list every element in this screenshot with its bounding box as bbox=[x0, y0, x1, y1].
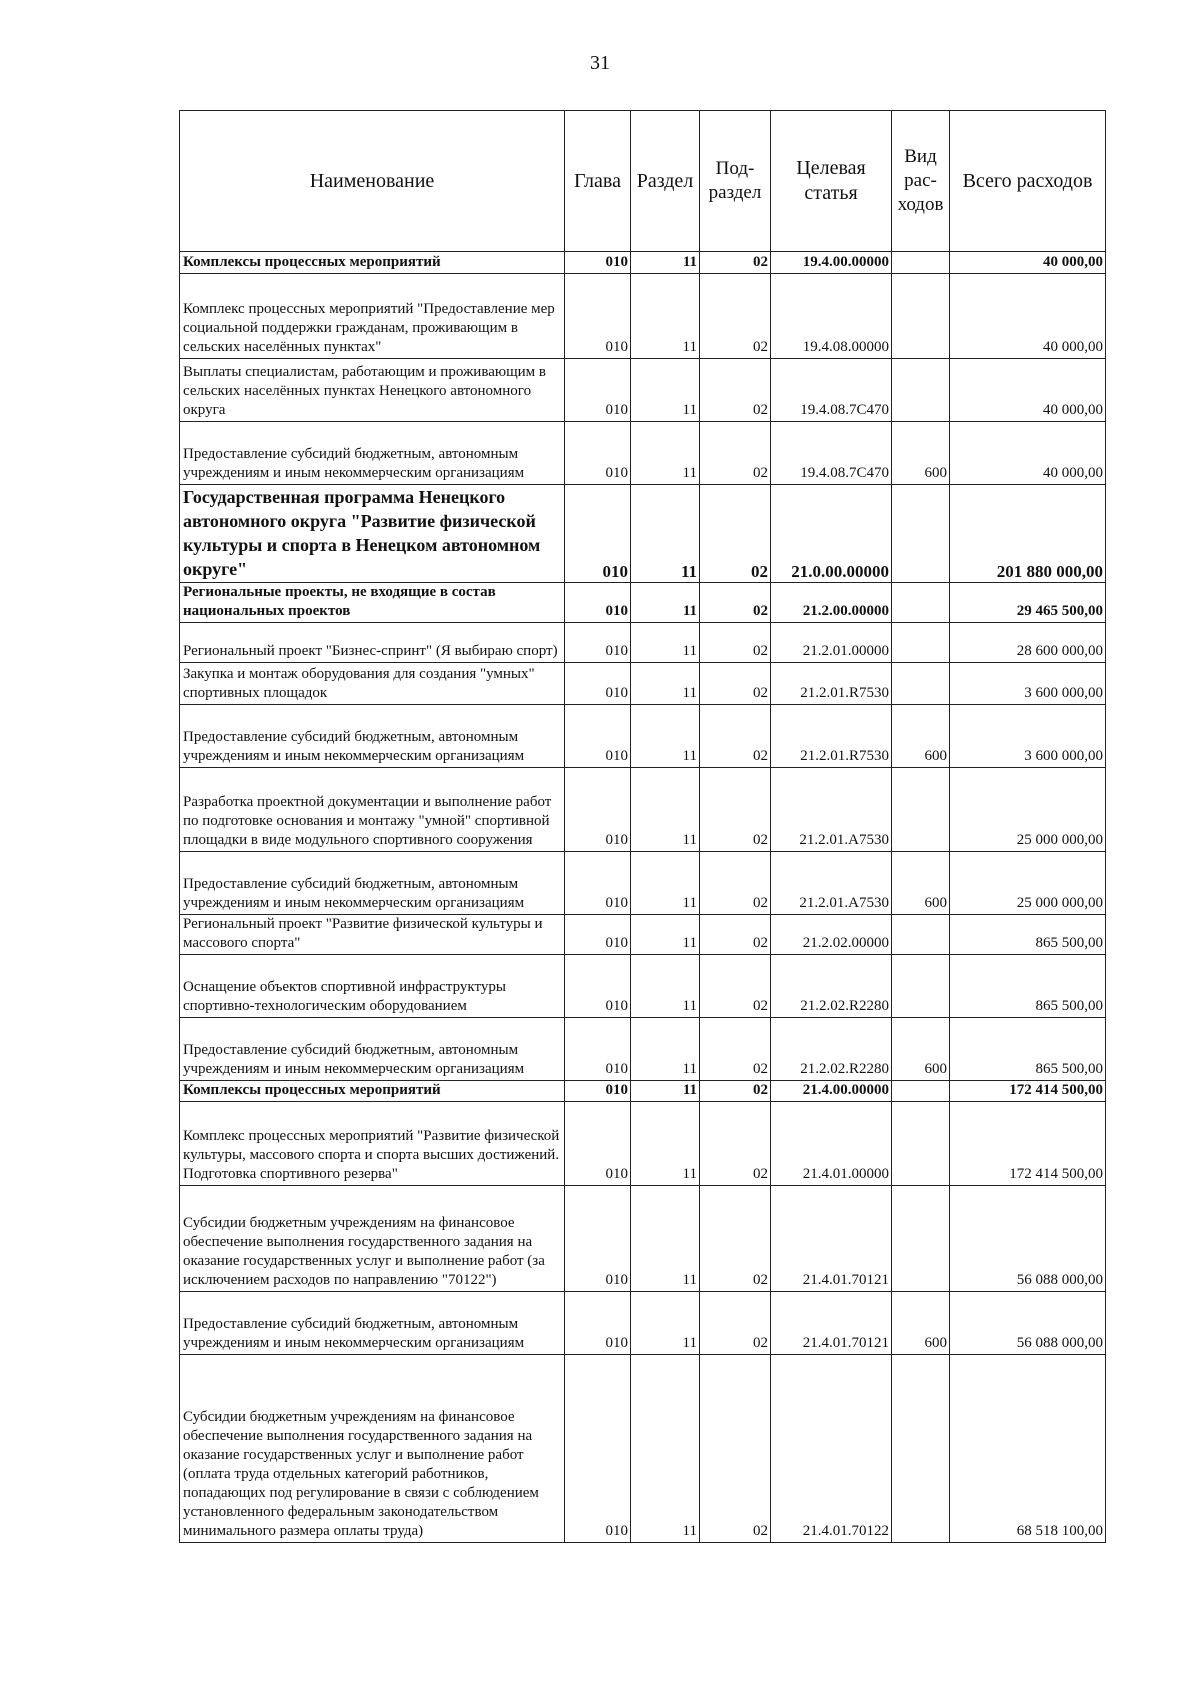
cell-total: 3 600 000,00 bbox=[950, 705, 1106, 768]
cell-target: 21.4.00.00000 bbox=[771, 1081, 892, 1102]
table-row bbox=[180, 955, 1106, 1018]
cell-subsection: 02 bbox=[700, 768, 771, 852]
cell-subsection: 02 bbox=[700, 1355, 771, 1543]
cell-expense-type: 600 bbox=[892, 1292, 950, 1355]
cell-name: Комплексы процессных мероприятий bbox=[180, 1081, 565, 1102]
cell-expense-type bbox=[892, 252, 950, 274]
table-row bbox=[180, 485, 1106, 583]
table-row bbox=[180, 768, 1106, 852]
table-row bbox=[180, 852, 1106, 915]
cell-name: Разработка проектной документации и выполнение работ по подготовке основания и монтажу "умной" спортивной площадки в виде модульного спортивного сооружения bbox=[180, 768, 565, 852]
cell-chapter: 010 bbox=[565, 1102, 631, 1186]
cell-total: 172 414 500,00 bbox=[950, 1102, 1106, 1186]
cell-target: 21.2.01.00000 bbox=[771, 623, 892, 663]
header-total: Всего расходов bbox=[950, 111, 1106, 252]
cell-name: Государственная программа Ненецкого автономного округа "Развитие физической культуры и спорта в Ненецком автономном округе" bbox=[180, 485, 565, 583]
cell-subsection: 02 bbox=[700, 1102, 771, 1186]
cell-total: 56 088 000,00 bbox=[950, 1292, 1106, 1355]
cell-subsection: 02 bbox=[700, 955, 771, 1018]
cell-expense-type bbox=[892, 915, 950, 955]
cell-name: Субсидии бюджетным учреждениям на финансовое обеспечение выполнения государственного задания на оказание государственных услуг и выполнение работ (за исключением расходов по направлению "70122") bbox=[180, 1186, 565, 1292]
cell-name: Предоставление субсидий бюджетным, автономным учреждениям и иным некоммерческим организациям bbox=[180, 705, 565, 768]
cell-chapter: 010 bbox=[565, 252, 631, 274]
cell-total: 201 880 000,00 bbox=[950, 485, 1106, 583]
cell-target: 21.4.01.70121 bbox=[771, 1186, 892, 1292]
cell-expense-type bbox=[892, 583, 950, 623]
cell-subsection: 02 bbox=[700, 485, 771, 583]
table-row bbox=[180, 1018, 1106, 1081]
cell-chapter: 010 bbox=[565, 705, 631, 768]
table-row bbox=[180, 1355, 1106, 1543]
cell-target: 19.4.08.7С470 bbox=[771, 422, 892, 485]
cell-subsection: 02 bbox=[700, 359, 771, 422]
cell-name: Региональные проекты, не входящие в состав национальных проектов bbox=[180, 583, 565, 623]
cell-chapter: 010 bbox=[565, 1186, 631, 1292]
table-row bbox=[180, 663, 1106, 705]
cell-name: Предоставление субсидий бюджетным, автономным учреждениям и иным некоммерческим организациям bbox=[180, 422, 565, 485]
cell-section: 11 bbox=[631, 1102, 700, 1186]
table-row bbox=[180, 274, 1106, 359]
cell-section: 11 bbox=[631, 1186, 700, 1292]
cell-total: 29 465 500,00 bbox=[950, 583, 1106, 623]
cell-total: 40 000,00 bbox=[950, 359, 1106, 422]
cell-chapter: 010 bbox=[565, 852, 631, 915]
cell-subsection: 02 bbox=[700, 1018, 771, 1081]
cell-total: 28 600 000,00 bbox=[950, 623, 1106, 663]
cell-subsection: 02 bbox=[700, 663, 771, 705]
cell-section: 11 bbox=[631, 1292, 700, 1355]
cell-chapter: 010 bbox=[565, 485, 631, 583]
cell-expense-type bbox=[892, 274, 950, 359]
cell-total: 865 500,00 bbox=[950, 1018, 1106, 1081]
cell-chapter: 010 bbox=[565, 1018, 631, 1081]
cell-expense-type bbox=[892, 663, 950, 705]
cell-target: 19.4.08.7С470 bbox=[771, 359, 892, 422]
cell-section: 11 bbox=[631, 274, 700, 359]
table-row bbox=[180, 705, 1106, 768]
cell-total: 865 500,00 bbox=[950, 915, 1106, 955]
table-row bbox=[180, 915, 1106, 955]
cell-chapter: 010 bbox=[565, 274, 631, 359]
cell-section: 11 bbox=[631, 252, 700, 274]
cell-name: Региональный проект "Бизнес-спринт" (Я выбираю спорт) bbox=[180, 623, 565, 663]
cell-subsection: 02 bbox=[700, 915, 771, 955]
cell-section: 11 bbox=[631, 623, 700, 663]
cell-target: 19.4.08.00000 bbox=[771, 274, 892, 359]
cell-expense-type bbox=[892, 1186, 950, 1292]
cell-expense-type bbox=[892, 768, 950, 852]
cell-chapter: 010 bbox=[565, 1355, 631, 1543]
header-target: Целевая статья bbox=[771, 111, 892, 252]
cell-section: 11 bbox=[631, 1018, 700, 1081]
cell-target: 21.2.02.R2280 bbox=[771, 1018, 892, 1081]
cell-expense-type: 600 bbox=[892, 1018, 950, 1081]
cell-name: Закупка и монтаж оборудования для создания "умных" спортивных площадок bbox=[180, 663, 565, 705]
cell-chapter: 010 bbox=[565, 1292, 631, 1355]
cell-total: 40 000,00 bbox=[950, 252, 1106, 274]
cell-target: 21.4.01.70121 bbox=[771, 1292, 892, 1355]
cell-target: 19.4.00.00000 bbox=[771, 252, 892, 274]
cell-chapter: 010 bbox=[565, 915, 631, 955]
cell-chapter: 010 bbox=[565, 768, 631, 852]
cell-expense-type bbox=[892, 623, 950, 663]
cell-total: 40 000,00 bbox=[950, 422, 1106, 485]
cell-section: 11 bbox=[631, 663, 700, 705]
cell-subsection: 02 bbox=[700, 623, 771, 663]
cell-section: 11 bbox=[631, 955, 700, 1018]
cell-target: 21.2.02.00000 bbox=[771, 915, 892, 955]
table-row bbox=[180, 1292, 1106, 1355]
cell-expense-type bbox=[892, 1102, 950, 1186]
cell-target: 21.2.01.А7530 bbox=[771, 768, 892, 852]
cell-target: 21.2.01.А7530 bbox=[771, 852, 892, 915]
cell-subsection: 02 bbox=[700, 1292, 771, 1355]
table-row bbox=[180, 359, 1106, 422]
cell-total: 25 000 000,00 bbox=[950, 768, 1106, 852]
cell-target: 21.2.02.R2280 bbox=[771, 955, 892, 1018]
cell-total: 68 518 100,00 bbox=[950, 1355, 1106, 1543]
cell-chapter: 010 bbox=[565, 623, 631, 663]
cell-subsection: 02 bbox=[700, 252, 771, 274]
cell-name: Оснащение объектов спортивной инфраструктуры спортивно-технологическим оборудованием bbox=[180, 955, 565, 1018]
cell-section: 11 bbox=[631, 422, 700, 485]
header-expense-type: Вид рас-ходов bbox=[892, 111, 950, 252]
cell-target: 21.2.00.00000 bbox=[771, 583, 892, 623]
cell-subsection: 02 bbox=[700, 274, 771, 359]
cell-subsection: 02 bbox=[700, 1186, 771, 1292]
cell-section: 11 bbox=[631, 915, 700, 955]
cell-name: Комплекс процессных мероприятий "Развитие физической культуры, массового спорта и спорта высших достижений. Подготовка спортивного резерва" bbox=[180, 1102, 565, 1186]
cell-expense-type bbox=[892, 1081, 950, 1102]
cell-total: 865 500,00 bbox=[950, 955, 1106, 1018]
cell-expense-type bbox=[892, 1355, 950, 1543]
cell-name: Региональный проект "Развитие физической культуры и массового спорта" bbox=[180, 915, 565, 955]
cell-section: 11 bbox=[631, 359, 700, 422]
cell-target: 21.0.00.00000 bbox=[771, 485, 892, 583]
cell-section: 11 bbox=[631, 768, 700, 852]
table-row bbox=[180, 252, 1106, 274]
cell-total: 3 600 000,00 bbox=[950, 663, 1106, 705]
cell-chapter: 010 bbox=[565, 359, 631, 422]
header-row bbox=[180, 111, 1106, 252]
cell-name: Выплаты специалистам, работающим и проживающим в сельских населённых пунктах Ненецкого автономного округа bbox=[180, 359, 565, 422]
cell-chapter: 010 bbox=[565, 422, 631, 485]
cell-section: 11 bbox=[631, 1355, 700, 1543]
cell-expense-type bbox=[892, 485, 950, 583]
table-row bbox=[180, 1081, 1106, 1102]
cell-target: 21.4.01.00000 bbox=[771, 1102, 892, 1186]
cell-total: 25 000 000,00 bbox=[950, 852, 1106, 915]
header-name: Наименование bbox=[180, 111, 565, 252]
cell-expense-type bbox=[892, 359, 950, 422]
cell-name: Предоставление субсидий бюджетным, автономным учреждениям и иным некоммерческим организациям bbox=[180, 1018, 565, 1081]
cell-name: Предоставление субсидий бюджетным, автономным учреждениям и иным некоммерческим организациям bbox=[180, 852, 565, 915]
cell-target: 21.2.01.R7530 bbox=[771, 705, 892, 768]
page-number: 31 bbox=[590, 52, 610, 74]
table-row bbox=[180, 583, 1106, 623]
cell-total: 56 088 000,00 bbox=[950, 1186, 1106, 1292]
cell-target: 21.2.01.R7530 bbox=[771, 663, 892, 705]
cell-expense-type: 600 bbox=[892, 852, 950, 915]
table-row bbox=[180, 1186, 1106, 1292]
budget-table bbox=[179, 110, 1106, 1543]
cell-section: 11 bbox=[631, 583, 700, 623]
cell-subsection: 02 bbox=[700, 1081, 771, 1102]
cell-section: 11 bbox=[631, 852, 700, 915]
cell-chapter: 010 bbox=[565, 1081, 631, 1102]
cell-total: 40 000,00 bbox=[950, 274, 1106, 359]
cell-chapter: 010 bbox=[565, 583, 631, 623]
cell-subsection: 02 bbox=[700, 422, 771, 485]
header-section: Раздел bbox=[631, 111, 700, 252]
cell-subsection: 02 bbox=[700, 583, 771, 623]
cell-name: Субсидии бюджетным учреждениям на финансовое обеспечение выполнения государственного задания на оказание государственных услуг и выполнение работ (оплата труда отдельных категорий работников, попадающих под регулирование в связи с соблюдением установленного федеральным законодательством минимального размера оплаты труда) bbox=[180, 1355, 565, 1543]
table-row bbox=[180, 1102, 1106, 1186]
cell-chapter: 010 bbox=[565, 955, 631, 1018]
cell-name: Комплекс процессных мероприятий "Предоставление мер социальной поддержки гражданам, проживающим в сельских населённых пунктах" bbox=[180, 274, 565, 359]
cell-chapter: 010 bbox=[565, 663, 631, 705]
cell-expense-type: 600 bbox=[892, 422, 950, 485]
table-body bbox=[180, 252, 1106, 1543]
cell-name: Предоставление субсидий бюджетным, автономным учреждениям и иным некоммерческим организациям bbox=[180, 1292, 565, 1355]
cell-section: 11 bbox=[631, 705, 700, 768]
cell-total: 172 414 500,00 bbox=[950, 1081, 1106, 1102]
cell-name: Комплексы процессных мероприятий bbox=[180, 252, 565, 274]
header-chapter: Глава bbox=[565, 111, 631, 252]
cell-subsection: 02 bbox=[700, 705, 771, 768]
cell-section: 11 bbox=[631, 1081, 700, 1102]
cell-target: 21.4.01.70122 bbox=[771, 1355, 892, 1543]
cell-expense-type: 600 bbox=[892, 705, 950, 768]
cell-subsection: 02 bbox=[700, 852, 771, 915]
table-row bbox=[180, 623, 1106, 663]
cell-expense-type bbox=[892, 955, 950, 1018]
header-subsection: Под-раздел bbox=[700, 111, 771, 252]
table-row bbox=[180, 422, 1106, 485]
cell-section: 11 bbox=[631, 485, 700, 583]
